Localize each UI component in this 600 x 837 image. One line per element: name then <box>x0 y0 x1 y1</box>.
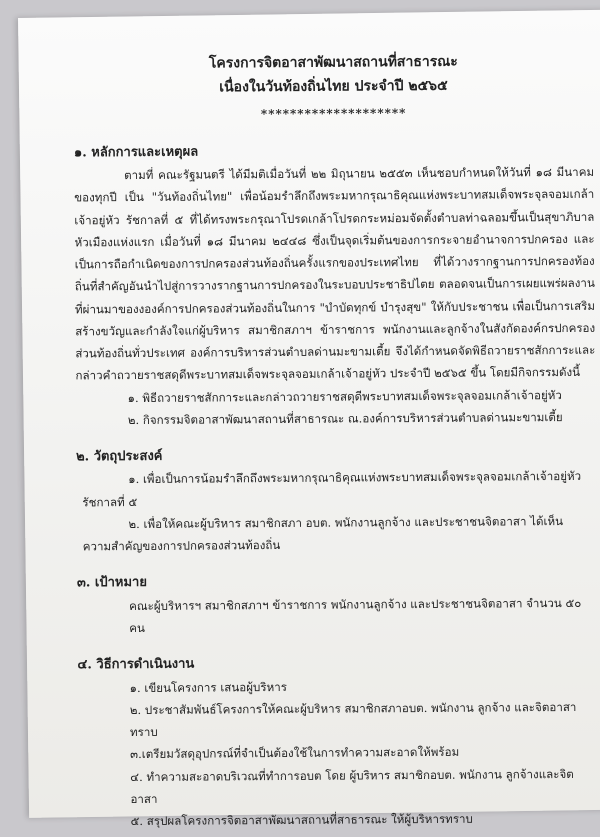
section-2-item-2: ๒. เพื่อให้คณะผู้บริหาร สมาชิกสภา อบต. พนักงานลูกจ้าง และประชาชนจิตอาสา ได้เห็น <box>128 513 564 531</box>
section-1-item-1: ๑. พิธีถวายราชสักการะและกล่าวถวายราชสดุดีพระบาทสมเด็จพระจุลจอมเกล้าเจ้าอยู่หัว <box>127 387 562 405</box>
section-4-item-3: ๓.เตรียมวัสดุอุปกรณ์ที่จำเป็นต้องใช้ในการทำความสะอาดให้พร้อม <box>130 745 460 762</box>
section-3-heading: ๓. เป้าหมาย <box>76 575 147 591</box>
document-title-line2: เนื่องในวันท้องถิ่นไทย ประจำปี ๒๕๖๕ <box>219 77 448 96</box>
section-4-item-5: ๕. สรุปผลโครงการจิตอาสาพัฒนาสถานที่สาธารณะ ให้ผู้บริหารทราบ <box>130 811 473 829</box>
section-1-heading: ๑. หลักการและเหตุผล <box>73 144 199 161</box>
title-separator: ******************** <box>260 105 407 121</box>
section-3-text: คณะผู้บริหารฯ สมาชิกสภาฯ ข้าราชการ พนักงานลูกจ้าง และประชาชนจิตอาสา จำนวน ๕๐ คน <box>129 595 582 636</box>
section-2-item-1: ๑. เพื่อเป็นการน้อมรำลึกถึงพระมหากรุณาธิคุณแห่งพระบาทสมเด็จพระจุลจอมเกล้าเจ้าอยู่หัว <box>128 469 582 487</box>
document-title-line1: โครงการจิตอาสาพัฒนาสถานที่สาธารณะ <box>208 53 458 72</box>
document-page <box>18 10 600 829</box>
section-2-item-2-cont: ความสำคัญของการปกครองส่วนท้องถิ่น <box>82 538 281 554</box>
section-4-item-4: ๔. ทำความสะอาดบริเวณที่ทำการอบต โดย ผู้บริหาร สมาชิกอบต. พนักงาน ลูกจ้างและจิตอาสา <box>130 766 574 806</box>
section-4-item-2: ๒. ประชาสัมพันธ์โครงการให้คณะผู้บริหาร สมาชิกสภาอบต. พนักงาน ลูกจ้าง และจิตอาสา ทราบ <box>129 699 577 740</box>
document-content <box>73 50 598 833</box>
section-1-item-2: ๒. กิจกรรมจิตอาสาพัฒนาสถานที่สาธารณะ ณ.องค์การบริหารส่วนตำบลด่านมะขามเตี้ย <box>127 409 563 427</box>
section-4-heading: ๔. วิธีการดำเนินงาน <box>77 656 195 673</box>
section-2-item-1-cont: รัชกาลที่ ๕ <box>82 494 138 510</box>
section-1-paragraph: ตามที่ คณะรัฐมนตรี ได้มีมติเมื่อวันที่ ๒๒ มิถุนายน ๒๕๕๓ เห็นชอบกำหนดให้วันที่ ๑๘ มีนาคม ของทุกปี เป็น "วันท้องถิ่นไทย" เพื่อน้อมรำลึกถึงพระมหากรุณาธิคุณแห่งพระบาทสมเด็จพระจุลจอมเกล้าเจ้าอยู่หัว รัชกาลที่ ๕ ที่ได้ทรงพระกรุณาโปรดเกล้าโปรดกระหม่อมจัดตั้งตำบลท่าฉลอมขึ้นเป็นสุขาภิบาลหัวเมืองแห่งแรก เมื่อวันที่ ๑๘ มีนาคม ๒๔๔๘ ซึ่งเป็นจุดเริ่มต้นของการกระจายอำนาจการปกครอง และเป็นการถือกำเนิดของการปกครองส่วนท้องถิ่นครั้งแรกของประเทศไทย ที่ได้วางรากฐานการปกครองท้องถิ่นที่สำคัญอันนำไปสู่การวางรากฐานการปกครองในระบอบประชาธิปไตย ตลอดจนเป็นการเผยแพร่ผลงานที่ผ่านมาของงองค์การปกครองส่วนท้องถิ่นในการ "บำบัดทุกข์ บำรุงสุข" ให้กับประชาชน เพื่อเป็นการเสริมสร้างขวัญและกำลังใจแก่ผู้บริหาร สมาชิกสภาฯ ข้าราชการ พนักงานและลูกจ้างในสังกัดองค์กรปกครองส่วนท้องถิ่นทั่วประเทศ องค์การบริหารส่วนตำบลด่านมะขามเตี้ย จึงได้กำหนดจัดพิธีถวายราชสักการะและกล่าวคำถวายราชสดุดีพระบาทสมเด็จพระจุลจอมเกล้าเจ้าอยู่หัว ประจำปี ๒๕๖๕ ขึ้น โดยมีกิจกรรมดังนี้ <box>74 164 596 383</box>
section-2-heading: ๒. วัตถุประสงค์ <box>75 448 163 465</box>
section-4-item-1: ๑. เขียนโครงการ เสนอผู้บริหาร <box>129 679 288 695</box>
